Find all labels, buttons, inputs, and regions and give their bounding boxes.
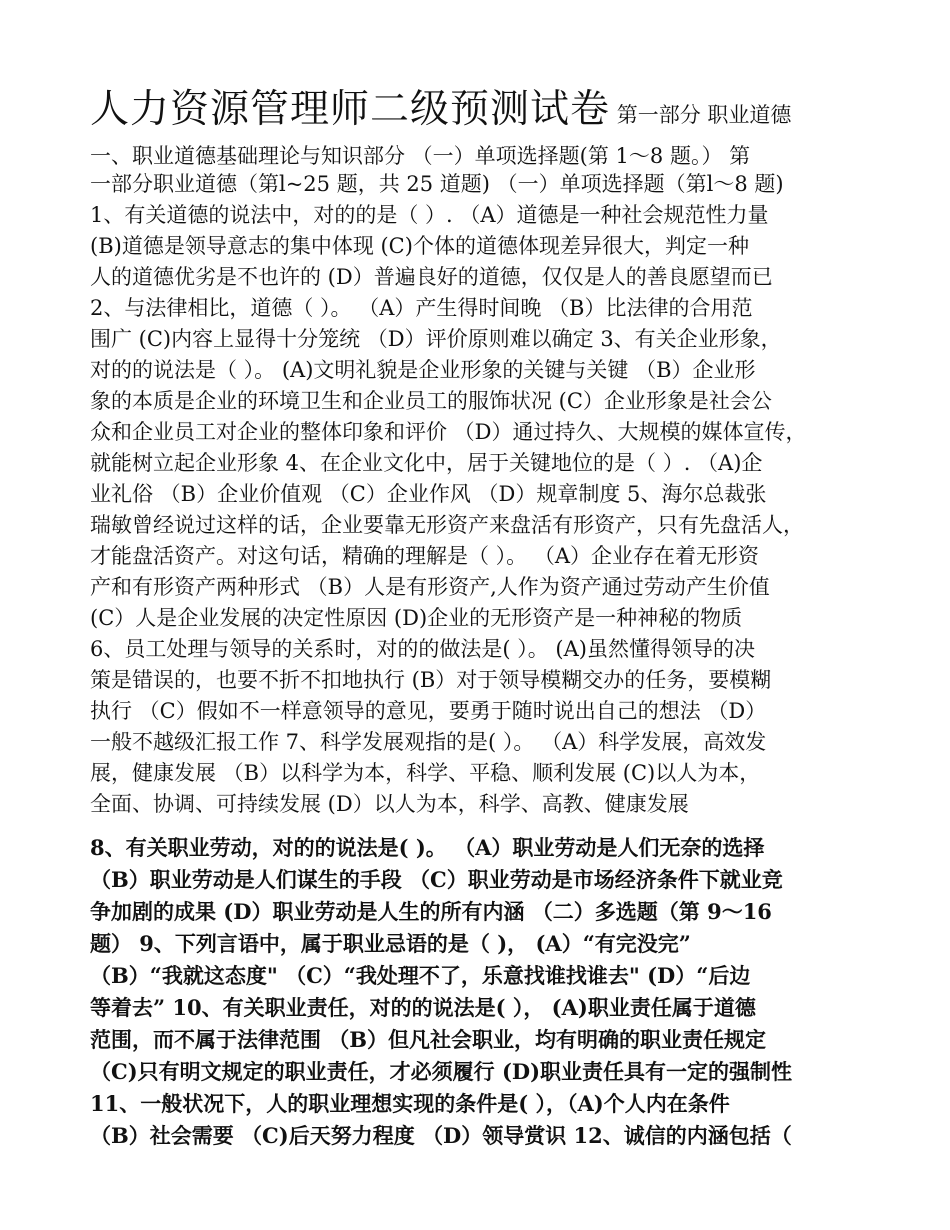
document-subtitle: 第一部分 职业道德	[616, 103, 792, 127]
body-line: 就能树立起企业形象 4、在企业文化中，居于关键地位的是（ ）. （A)企	[90, 451, 763, 475]
body-line: 一、职业道德基础理论与知识部分 （一）单项选择题(第 1～8 题。） 第	[90, 144, 751, 168]
body-line: （B）“我就这态度" （C）“我处理不了，乐意找谁找谁去" (D）“后边	[90, 963, 751, 988]
body-line: 对的的说法是（ ）。 (A)文明礼貌是企业形象的关键与关键 （B）企业形	[90, 358, 756, 382]
body-line: 争加剧的成果 (D）职业劳动是人生的所有内涵 （二）多选题（第 9～16	[90, 899, 772, 924]
body-line: 人的道德优劣是不也许的 (D）普遍良好的道德，仅仅是人的善良愿望而已	[90, 265, 773, 289]
body-line: 瑞敏曾经说过这样的话，企业要靠无形资产来盘活有形资产，只有先盘活人，	[90, 513, 804, 537]
body-line: 11、一般状况下，人的职业理想实现的条件是( ），（A)个人内在条件	[90, 1091, 730, 1116]
body-line: （B）职业劳动是人们谋生的手段 （C）职业劳动是市场经济条件下就业竞	[90, 867, 783, 892]
body-line: （B）社会需要 （C)后天努力程度 （D）领导赏识 12、诚信的内涵包括（	[90, 1123, 792, 1148]
body-line: 8、有关职业劳动，对的的说法是( )。 （A）职业劳动是人们无奈的选择	[90, 835, 765, 860]
body-line: 范围，而不属于法律范围 （B）但凡社会职业，均有明确的职业责任规定	[90, 1027, 767, 1052]
body-line: 一部分职业道德（第l~25 题，共 25 道题) （一）单项选择题（第l～8 题)	[90, 172, 784, 196]
body-line: 象的本质是企业的环境卫生和企业员工的服饰状况 (C）企业形象是社会公	[90, 389, 772, 413]
body-line: (C）人是企业发展的决定性原因 (D)企业的无形资产是一种神秘的物质	[90, 606, 743, 630]
body-line: 执行 （C）假如不一样意领导的意见，要勇于随时说出自己的想法 （D）	[90, 699, 767, 723]
body-line: 等着去” 10、有关职业责任，对的的说法是( ）， (A)职业责任属于道德	[90, 995, 756, 1020]
body-line: 产和有形资产两种形式 （B）人是有形资产,人作为资产通过劳动产生价值	[90, 575, 770, 599]
body-line: 才能盘活资产。对这句话，精确的理解是（ ）。 （A）企业存在着无形资	[90, 544, 760, 568]
body-line: 题） 9、下列言语中，属于职业忌语的是（ )， (A）“有完没完”	[90, 931, 691, 956]
body-line: 2、与法律相比，道德（ ）。 （A）产生得时间晚 （B）比法律的合用范	[90, 296, 753, 320]
body-line: 众和企业员工对企业的整体印象和评价 （D）通过持久、大规模的媒体宣传，	[90, 420, 807, 444]
body-line: 业礼俗 （B）企业价值观 （C）企业作风 （D）规章制度 5、海尔总裁张	[90, 482, 767, 506]
body-line: 全面、协调、可持续发展 (D）以人为本，科学、高教、健康发展	[90, 792, 689, 816]
body-line: 围广 (C)内容上显得十分笼统 （D）评价原则难以确定 3、有关企业形象，	[90, 327, 782, 351]
body-line: （C)只有明文规定的职业责任，才必须履行 (D)职业责任具有一定的强制性	[90, 1059, 793, 1084]
body-line: 一般不越级汇报工作 7、科学发展观指的是( ）。 （A）科学发展，高效发	[90, 730, 767, 754]
document-title-line	[90, 86, 791, 134]
body-line: 1、有关道德的说法中，对的的是（ ）. （A）道德是一种社会规范性力量	[90, 203, 769, 227]
body-line: 展，健康发展 （B）以科学为本，科学、平稳、顺利发展 (C)以人为本，	[90, 761, 761, 785]
document-title: 人力资源管理师二级预测试卷	[90, 87, 611, 132]
body-line: 策是错误的，也要不折不扣地执行 (B）对于领导模糊交办的任务，要模糊	[90, 668, 772, 692]
body-line: 6、员工处理与领导的关系时，对的的做法是( ）。 (A)虽然懂得领导的决	[90, 637, 755, 661]
body-line: (B)道德是领导意志的集中体现 (C)个体的道德体现差异很大，判定一种	[90, 234, 749, 258]
